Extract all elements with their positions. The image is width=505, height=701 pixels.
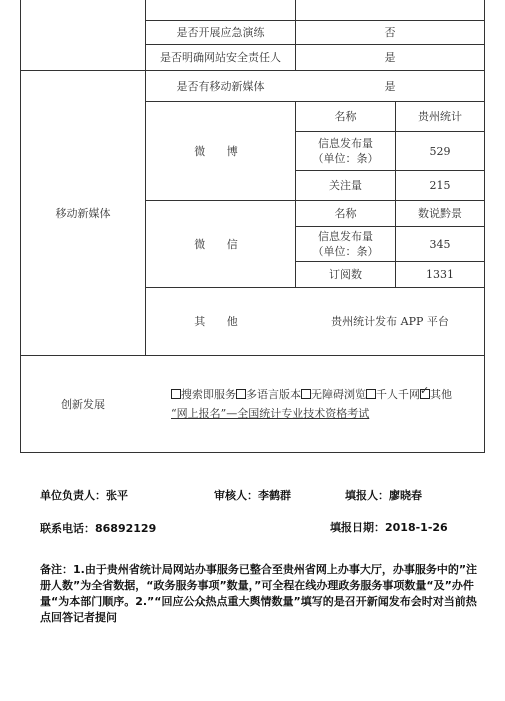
weibo-posts-label xyxy=(296,132,395,170)
wechat-posts-value: 345 xyxy=(429,237,451,251)
weibo-followers-value: 215 xyxy=(429,179,451,192)
remarks-note: 备注：1.由于贵州省统计局网站办事服务已整合至贵州省网上办事大厅，办事服务中的”注册人数”为全省数据，“政务服务事项”数量，”可全程在线办理政务服务事项数量“及”办件量“为本部门顺序。2.”“回应公众热点重大舆情数量”填写的是召开新闻发布会时对当前热点回答记者提问 xyxy=(40,563,478,624)
weibo-label: 微 博 xyxy=(194,144,247,158)
weibo-posts-value: 529 xyxy=(429,144,451,158)
wechat-posts-label-line2: （单位：条） xyxy=(312,245,379,258)
has-mobile-media-value: 是 xyxy=(384,79,396,93)
wechat-posts-label-line1: 信息发布量 xyxy=(318,230,373,243)
contact-phone: 联系电话：86892129 xyxy=(40,522,157,535)
wechat-name-value: 数说黔景 xyxy=(418,207,462,220)
security-owner-value: 是 xyxy=(384,51,396,64)
filler: 填报人：廖晓春 xyxy=(345,489,422,502)
checkbox-thousand[interactable] xyxy=(366,389,376,399)
wechat-subs-value: 1331 xyxy=(426,268,454,281)
weibo-followers-label: 关注量 xyxy=(329,179,362,192)
checkbox-search[interactable] xyxy=(171,389,181,399)
other-value: 贵州统计发布 APP 平台 xyxy=(331,315,449,328)
wechat-posts-label xyxy=(296,227,395,261)
checkbox-other[interactable] xyxy=(420,389,430,399)
reviewer: 审核人：李鹤群 xyxy=(214,489,291,502)
option-search-label: 搜索即服务 xyxy=(181,388,236,401)
innovation-options xyxy=(171,386,452,402)
checkbox-multilang[interactable] xyxy=(236,389,246,399)
emergency-drill-label: 是否开展应急演练 xyxy=(176,25,265,39)
wechat-subs-label: 订阅数 xyxy=(329,268,362,281)
fill-date: 填报日期：2018-1-26 xyxy=(330,521,448,534)
weibo-name-value: 贵州统计 xyxy=(418,110,462,123)
has-mobile-media-label: 是否有移动新媒体 xyxy=(176,79,265,93)
option-access-label: 无障碍浏览 xyxy=(311,388,366,401)
weibo-posts-label-line1: 信息发布量 xyxy=(318,137,373,150)
unit-head: 单位负责人：张平 xyxy=(40,489,128,502)
weibo-posts-label-line2: （单位：条） xyxy=(312,152,379,165)
innovation-label: 创新发展 xyxy=(61,397,105,411)
weibo-name-label: 名称 xyxy=(334,110,357,123)
security-owner-label: 是否明确网站安全责任人 xyxy=(160,51,281,64)
checkbox-accessibility[interactable] xyxy=(301,389,311,399)
mobile-media-group-label: 移动新媒体 xyxy=(55,206,111,220)
wechat-name-label: 名称 xyxy=(334,207,357,220)
option-multilang-label: 多语言版本 xyxy=(246,388,301,401)
option-other-label: 其他 xyxy=(430,388,452,401)
wechat-label: 微 信 xyxy=(194,237,247,251)
innovation-detail: “网上报名”—全国统计专业技术资格考试 xyxy=(171,407,370,420)
option-thousand-label: 千人千网 xyxy=(376,388,420,401)
other-label: 其 他 xyxy=(194,315,247,328)
emergency-drill-value: 否 xyxy=(384,25,396,39)
